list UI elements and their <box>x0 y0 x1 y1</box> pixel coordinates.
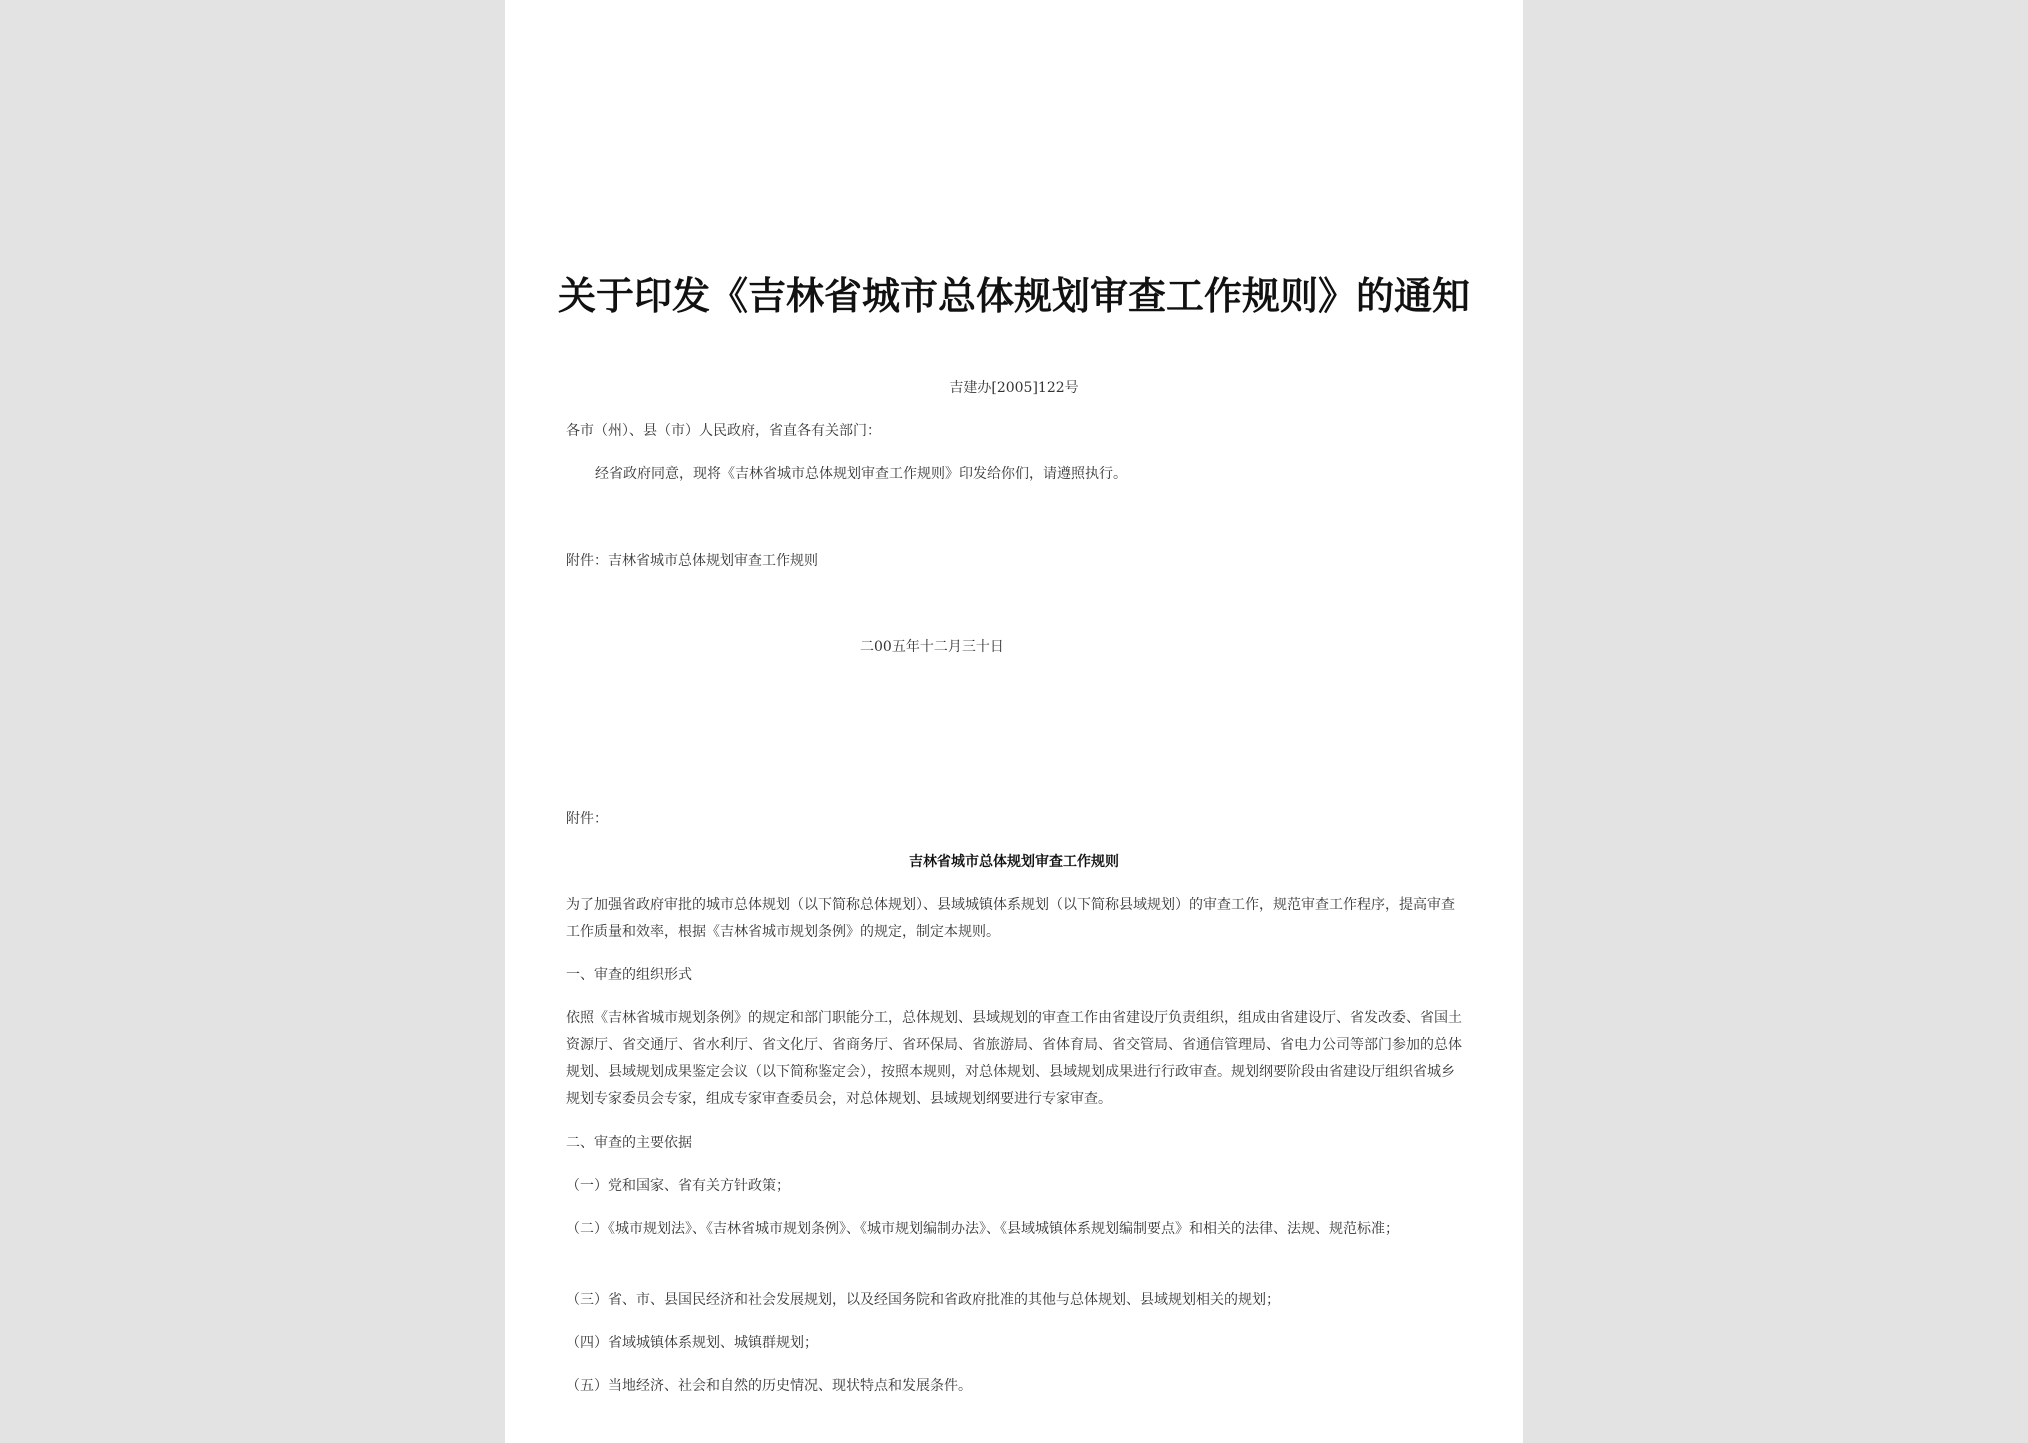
issue-date: 二00五年十二月三十日 <box>860 639 1004 655</box>
intro-paragraph: 经省政府同意，现将《吉林省城市总体规划审查工作规则》印发给你们，请遵照执行。 <box>595 466 1127 482</box>
basis-item: （四）省域城镇体系规划、城镇群规划； <box>566 1335 818 1351</box>
rules-title: 吉林省城市总体规划审查工作规则 <box>909 854 1119 870</box>
document-page <box>505 0 1523 1443</box>
attachment-label: 附件： <box>566 811 608 827</box>
basis-item: （二）《城市规划法》、《吉林省城市规划条例》、《城市规划编制办法》、《县域城镇体系规划编制要点》和相关的法律、法规、规范标准； <box>566 1221 1399 1237</box>
section1-body: 依照《吉林省城市规划条例》的规定和部门职能分工，总体规划、县域规划的审查工作由省建设厅负责组织，组成由省建设厅、省发改委、省国土资源厅、省交通厅、省水利厅、省文化厅、省商务厅、省环保局、省旅游局、省体育局、省交管局、省通信管理局、省电力公司等部门参加的总体规划、县域规划成果鉴定会议（以下简称鉴定会），按照本规则，对总体规划、县域规划成果进行行政审查。规划纲要阶段由省建设厅组织省城乡规划专家委员会专家，组成专家审查委员会，对总体规划、县域规划纲要进行专家审查。 <box>566 1010 1462 1107</box>
attachment-reference: 附件：吉林省城市总体规划审查工作规则 <box>566 553 818 569</box>
section2-heading: 二、审查的主要依据 <box>566 1135 692 1151</box>
section1-heading: 一、审查的组织形式 <box>566 967 692 983</box>
document-number: 吉建办[2005]122号 <box>949 380 1079 396</box>
document-title: 关于印发《吉林省城市总体规划审查工作规则》的通知 <box>557 273 1470 318</box>
basis-item: （三）省、市、县国民经济和社会发展规划，以及经国务院和省政府批准的其他与总体规划、县域规划相关的规划； <box>566 1292 1280 1308</box>
basis-item: （五）当地经济、社会和自然的历史情况、现状特点和发展条件。 <box>566 1378 972 1394</box>
addressee: 各市（州）、县（市）人民政府，省直各有关部门： <box>566 423 881 439</box>
preamble-paragraph: 为了加强省政府审批的城市总体规划（以下简称总体规划）、县域城镇体系规划（以下简称县域规划）的审查工作，规范审查工作程序，提高审查工作质量和效率，根据《吉林省城市规划条例》的规定，制定本规则。 <box>566 897 1455 940</box>
basis-item: （一）党和国家、省有关方针政策； <box>566 1178 790 1194</box>
